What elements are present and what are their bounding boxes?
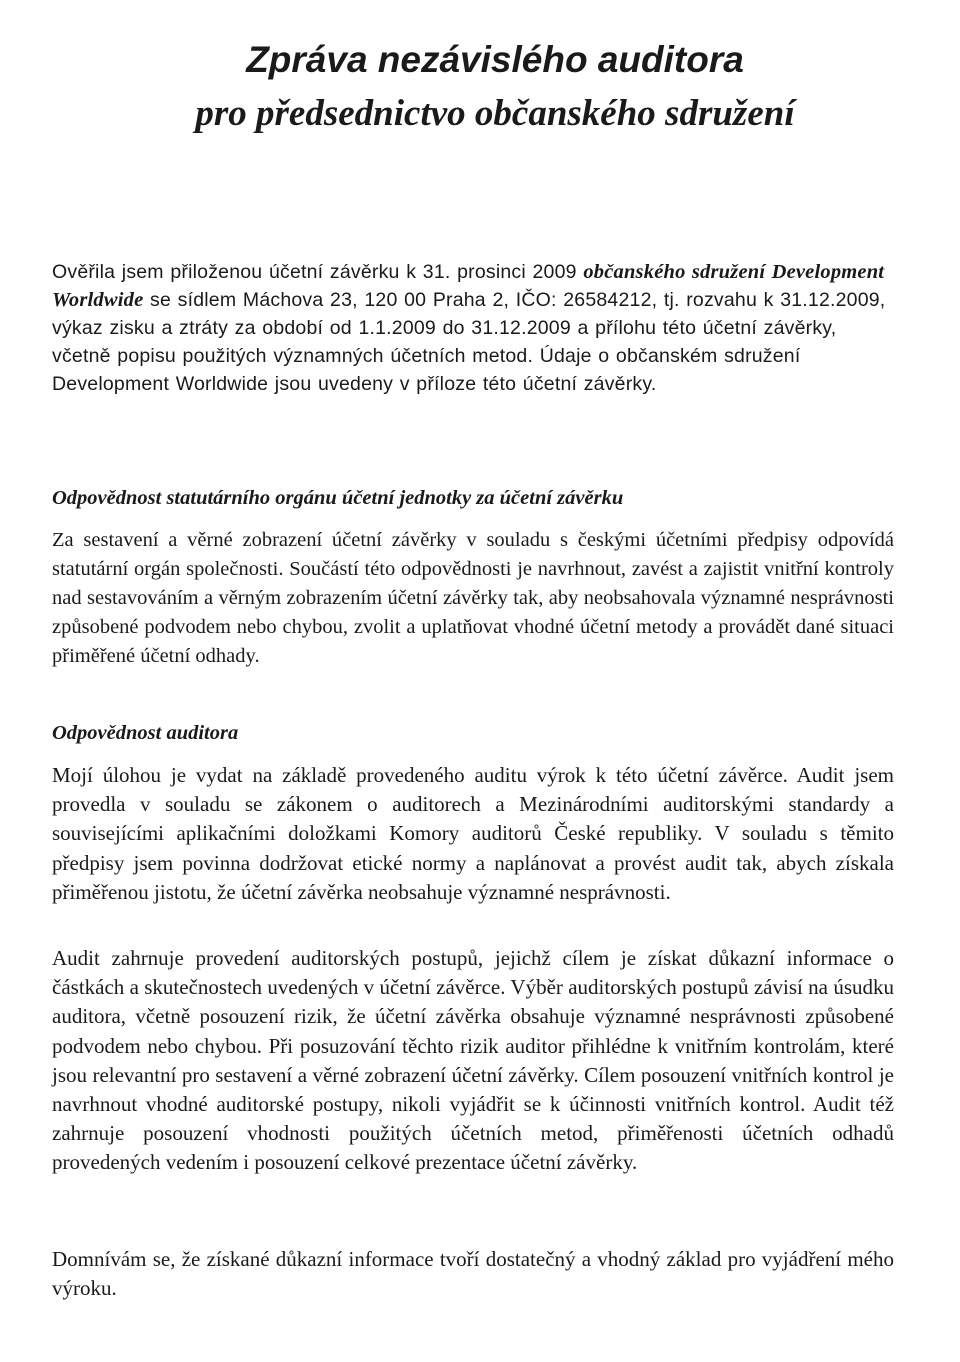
- report-title: Zpráva nezávislého auditora: [246, 39, 744, 80]
- section-heading-auditor: Odpovědnost auditora: [52, 722, 239, 744]
- section-heading-statutory: Odpovědnost statutárního orgánu účetní jednotky za účetní závěrku: [52, 487, 624, 509]
- report-subtitle: pro předsednictvo občanského sdružení: [195, 93, 795, 134]
- intro-paragraph: [52, 258, 894, 398]
- intro-text-start: Ověřila jsem přiloženou účetní závěrku k 31. prosinci 2009: [52, 261, 584, 283]
- auditor-paragraph-2: Audit zahrnuje provedení auditorských postupů, jejichž cílem je získat důkazní informace o částkách a skutečnostech uvedených v účetní závěrce. Výběr auditorských postupů závisí na úsudku auditora, včetně posouzení rizik, že účetní závěrka obsahuje významné nesprávnosti způsobené podvodem nebo chybou. Při posuzování těchto rizik auditor přihlédne k vnitřním kontrolám, které jsou relevantní pro sestavení a věrné zobrazení účetní závěrky. Cílem posouzení vnitřních kontrol je navrhnout vhodné auditorské postupy, nikoli vyjádřit se k účinnosti vnitřních kontrol. Audit též zahrnuje posouzení vhodnosti použitých účetních metod, přiměřenosti účetních odhadů provedených vedením i posouzení celkové prezentace účetní závěrky.: [52, 946, 894, 1175]
- statutory-paragraph: Za sestavení a věrné zobrazení účetní závěrky v souladu s českými účetními předpisy odpovídá statutární orgán společnosti. Součástí této odpovědnosti je navrhnout, zavést a zajistit vnitřní kontroly nad sestavováním a věrným zobrazením účetní závěrky tak, aby neobsahovala významné nesprávnosti způsobené podvodem nebo chybou, zvolit a uplatňovat vhodné účetní metody a provádět dané situaci přiměřené účetní odhady.: [52, 529, 894, 667]
- auditor-paragraph-1: Mojí úlohou je vydat na základě provedeného auditu výrok k této účetní závěrce. Audit jsem provedla v souladu se zákonem o auditorech a Mezinárodními auditorskými standardy a souvisejícími aplikačními doložkami Komory auditorů České republiky. V souladu s těmito předpisy jsem povinna dodržovat etické normy a naplánovat a provést audit tak, abych získala přiměřenou jistotu, že účetní závěrka neobsahuje významné nesprávnosti.: [52, 763, 894, 904]
- entity-name: občanského sdružení Development Worldwide: [52, 261, 885, 311]
- auditor-paragraph-3: Domnívám se, že získané důkazní informace tvoří dostatečný a vhodný základ pro vyjádření mého výroku.: [52, 1247, 894, 1301]
- intro-text-rest: se sídlem Máchova 23, 120 00 Praha 2, IČO: 26584212, tj. rozvahu k 31.12.2009, výkaz zisku a ztráty za období od 1.1.2009 do 31.12.2009 a přílohu této účetní závěrky, včetně popisu použitých významných účetních metod. Údaje o občanském sdružení Development Worldwide jsou uvedeny v příloze této účetní závěrky.: [52, 289, 886, 395]
